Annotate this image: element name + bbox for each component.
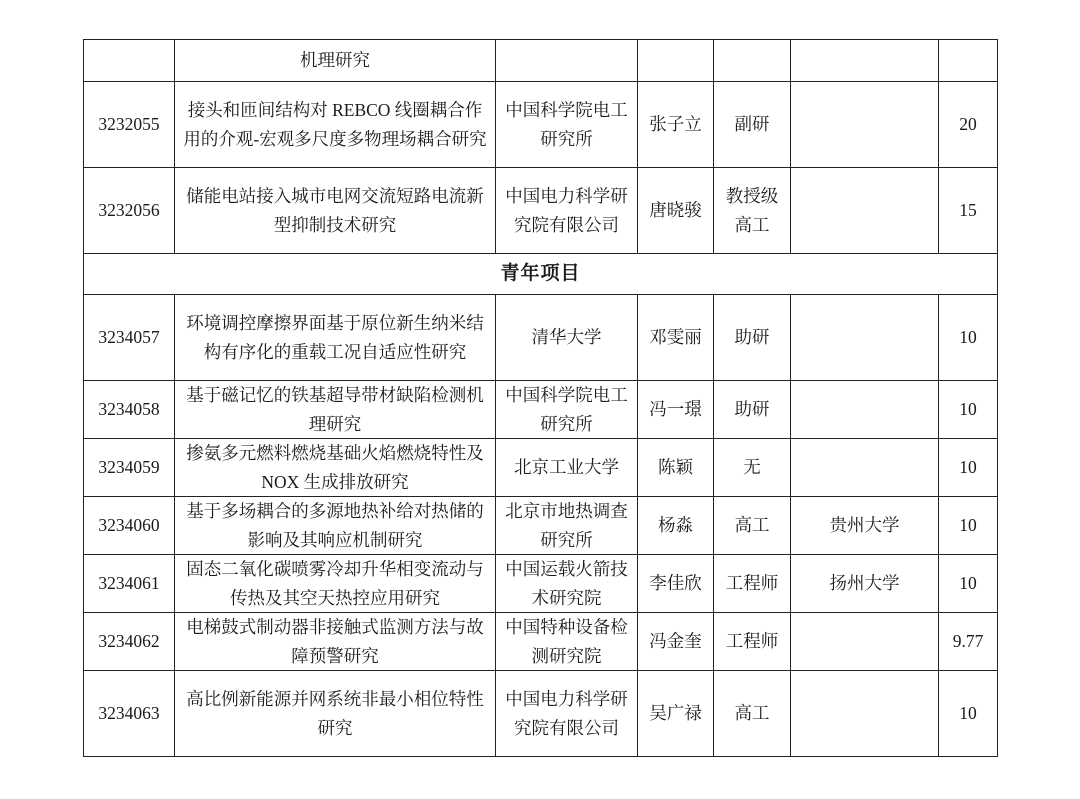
- project-id: 3234057: [84, 295, 175, 381]
- project-leader: 邓雯丽: [638, 295, 714, 381]
- project-org: [496, 40, 638, 82]
- project-org: 中国特种设备检测研究院: [496, 613, 638, 671]
- project-amount: 10: [939, 381, 998, 439]
- project-amount: 10: [939, 497, 998, 555]
- project-partner: [791, 40, 939, 82]
- project-org: 中国科学院电工研究所: [496, 381, 638, 439]
- project-partner: [791, 168, 939, 254]
- project-partner: 贵州大学: [791, 497, 939, 555]
- project-org: 北京工业大学: [496, 439, 638, 497]
- project-rank: 高工: [714, 671, 791, 757]
- project-leader: 吴广禄: [638, 671, 714, 757]
- project-title: 基于多场耦合的多源地热补给对热储的影响及其响应机制研究: [175, 497, 496, 555]
- project-id: 3234060: [84, 497, 175, 555]
- project-title: 电梯鼓式制动器非接触式监测方法与故障预警研究: [175, 613, 496, 671]
- project-org: 中国电力科学研究院有限公司: [496, 671, 638, 757]
- table-row: [84, 439, 998, 497]
- project-partner: [791, 439, 939, 497]
- project-rank: 无: [714, 439, 791, 497]
- project-table: [83, 39, 998, 757]
- table-row: [84, 381, 998, 439]
- table-row: [84, 555, 998, 613]
- table-row: [84, 168, 998, 254]
- project-rank: 副研: [714, 82, 791, 168]
- table-row: [84, 613, 998, 671]
- project-id: 3234063: [84, 671, 175, 757]
- project-id: 3234062: [84, 613, 175, 671]
- project-rank: 高工: [714, 497, 791, 555]
- project-org: 清华大学: [496, 295, 638, 381]
- project-id: 3234059: [84, 439, 175, 497]
- project-amount: 10: [939, 671, 998, 757]
- table-row: [84, 671, 998, 757]
- project-partner: [791, 295, 939, 381]
- project-rank: 助研: [714, 295, 791, 381]
- project-rank: [714, 40, 791, 82]
- project-org: 中国科学院电工研究所: [496, 82, 638, 168]
- project-amount: 20: [939, 82, 998, 168]
- project-org: 北京市地热调查研究所: [496, 497, 638, 555]
- project-partner: [791, 671, 939, 757]
- project-org: 中国电力科学研究院有限公司: [496, 168, 638, 254]
- table-row: [84, 295, 998, 381]
- project-title: 机理研究: [175, 40, 496, 82]
- project-leader: 冯金奎: [638, 613, 714, 671]
- table-row: [84, 497, 998, 555]
- project-leader: 杨淼: [638, 497, 714, 555]
- project-leader: 唐晓骏: [638, 168, 714, 254]
- project-id: 3232056: [84, 168, 175, 254]
- project-amount: 10: [939, 555, 998, 613]
- project-partner: [791, 381, 939, 439]
- project-id: 3234061: [84, 555, 175, 613]
- project-leader: 张子立: [638, 82, 714, 168]
- project-leader: 李佳欣: [638, 555, 714, 613]
- project-rank: 教授级高工: [714, 168, 791, 254]
- project-title: 接头和匝间结构对 REBCO 线圈耦合作用的介观-宏观多尺度多物理场耦合研究: [175, 82, 496, 168]
- project-partner: [791, 613, 939, 671]
- project-rank: 助研: [714, 381, 791, 439]
- project-title: 基于磁记忆的铁基超导带材缺陷检测机理研究: [175, 381, 496, 439]
- project-org: 中国运载火箭技术研究院: [496, 555, 638, 613]
- project-leader: 冯一璟: [638, 381, 714, 439]
- section-title: 青年项目: [84, 254, 998, 295]
- project-id: 3234058: [84, 381, 175, 439]
- project-title: 固态二氧化碳喷雾冷却升华相变流动与传热及其空天热控应用研究: [175, 555, 496, 613]
- table-row: [84, 82, 998, 168]
- project-id: 3232055: [84, 82, 175, 168]
- project-amount: 10: [939, 295, 998, 381]
- project-partner: [791, 82, 939, 168]
- project-leader: [638, 40, 714, 82]
- project-rank: 工程师: [714, 613, 791, 671]
- project-amount: 9.77: [939, 613, 998, 671]
- project-title: 高比例新能源并网系统非最小相位特性研究: [175, 671, 496, 757]
- project-title: 掺氨多元燃料燃烧基础火焰燃烧特性及 NOX 生成排放研究: [175, 439, 496, 497]
- project-id: [84, 40, 175, 82]
- project-leader: 陈颖: [638, 439, 714, 497]
- project-title: 储能电站接入城市电网交流短路电流新型抑制技术研究: [175, 168, 496, 254]
- table-row: [84, 40, 998, 82]
- project-rank: 工程师: [714, 555, 791, 613]
- project-amount: 15: [939, 168, 998, 254]
- project-amount: [939, 40, 998, 82]
- section-header-row: [84, 254, 998, 295]
- project-title: 环境调控摩擦界面基于原位新生纳米结构有序化的重载工况自适应性研究: [175, 295, 496, 381]
- project-amount: 10: [939, 439, 998, 497]
- project-partner: 扬州大学: [791, 555, 939, 613]
